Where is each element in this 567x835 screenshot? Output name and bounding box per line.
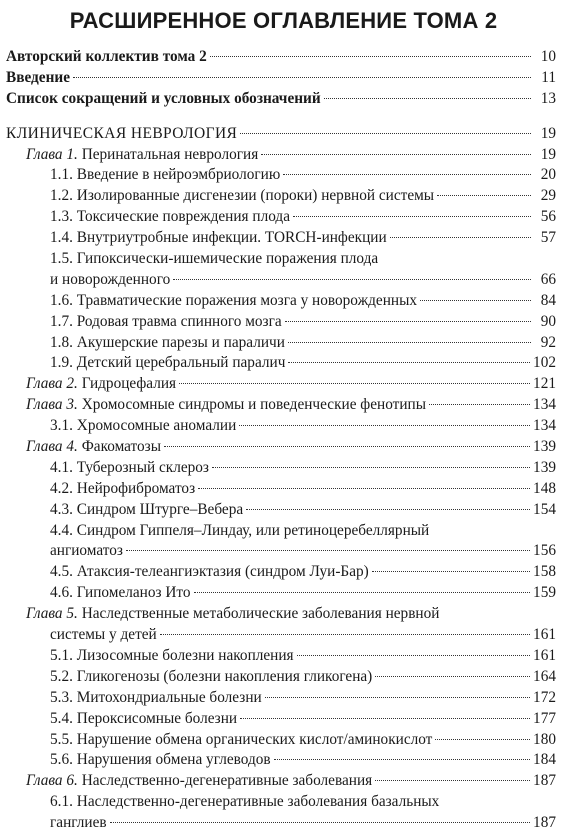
entry-title	[50, 689, 262, 707]
dot-leader	[240, 133, 531, 134]
page-number: 139	[533, 458, 556, 476]
entry-title	[50, 814, 107, 832]
toc-entry[interactable]	[6, 584, 556, 605]
toc-entry[interactable]	[6, 814, 556, 835]
toc-entry[interactable]	[6, 375, 556, 396]
toc-entry[interactable]	[6, 146, 556, 167]
entry-text: 5.4. Пероксисомные болезни	[50, 709, 238, 727]
dot-leader	[73, 77, 531, 78]
dot-leader	[390, 237, 531, 238]
entry-text: 5.3. Митохондриальные болезни	[50, 688, 262, 706]
toc-entry[interactable]	[6, 166, 556, 187]
entry-text: Введение	[6, 68, 70, 86]
chapter-label: Глава 2.	[26, 375, 78, 393]
page-number: 139	[533, 438, 556, 456]
toc-entry[interactable]	[6, 647, 556, 668]
page-number: 29	[540, 187, 556, 205]
toc-entry[interactable]	[6, 731, 556, 752]
entry-title	[50, 793, 439, 811]
entry-title	[50, 501, 243, 519]
toc-entry[interactable]	[6, 229, 556, 250]
toc-entry[interactable]	[6, 459, 556, 480]
entry-text: 4.1. Туберозный склероз	[50, 458, 209, 476]
entry-title	[50, 542, 123, 560]
toc-entry[interactable]	[6, 396, 556, 417]
section-title: КЛИНИЧЕСКАЯ НЕВРОЛОГИЯ	[6, 124, 238, 142]
entry-text: 4.3. Синдром Штурге–Вебера	[50, 500, 244, 518]
toc-entry[interactable]	[6, 208, 556, 229]
dot-leader	[437, 195, 531, 196]
dot-leader	[435, 739, 530, 740]
entry-text: 5.2. Гликогенозы (болезни накопления гликогена)	[50, 667, 373, 685]
entry-text: 4.6. Гипомеланоз Ито	[50, 584, 191, 602]
chapter-label: Глава 1.	[26, 145, 78, 163]
dot-leader	[126, 550, 530, 551]
dot-leader	[261, 154, 531, 155]
entry-title	[50, 166, 280, 184]
dot-leader	[429, 404, 530, 405]
entry-title	[50, 292, 417, 310]
entry-title	[26, 438, 161, 456]
page-number: 20	[540, 166, 556, 184]
entry-text: Наследственные метаболические заболевания нервной	[77, 605, 440, 623]
entry-title	[26, 146, 258, 164]
dot-leader	[283, 174, 531, 175]
entry-text: 4.4. Синдром Гиппеля–Линдау, или ретиноцеребеллярный	[50, 521, 430, 539]
entry-text: Гидроцефалия	[77, 375, 177, 393]
entry-text: 1.6. Травматические поражения мозга у новорожденных	[50, 291, 418, 309]
page-number: 164	[533, 667, 556, 685]
table-of-contents	[6, 48, 556, 835]
entry-title	[50, 751, 271, 769]
page-number: 134	[533, 396, 556, 414]
page-number: 161	[533, 646, 556, 664]
toc-entry[interactable]	[6, 313, 556, 334]
entry-title	[6, 125, 237, 143]
dot-leader	[288, 362, 530, 363]
dot-leader	[212, 467, 530, 468]
toc-entry[interactable]	[6, 334, 556, 355]
dot-leader	[372, 571, 530, 572]
dot-leader	[164, 446, 530, 447]
dot-leader	[173, 279, 531, 280]
entry-text-continued: ганглиев	[50, 814, 107, 832]
page-number: 148	[533, 479, 556, 497]
entry-title	[50, 229, 387, 247]
toc-entry[interactable]	[6, 542, 556, 563]
dot-leader	[420, 300, 531, 301]
page-number: 56	[540, 208, 556, 226]
entry-text: 5.5. Нарушение обмена органических кислот/аминокислот	[50, 730, 433, 748]
page-number: 161	[533, 626, 556, 644]
entry-title	[50, 208, 290, 226]
toc-entry[interactable]	[6, 689, 556, 710]
dot-leader	[239, 425, 530, 426]
entry-text: Авторский коллектив тома 2	[6, 48, 207, 65]
dot-leader	[160, 634, 530, 635]
entry-text: 3.1. Хромосомные аномалии	[50, 417, 237, 435]
page-number: 187	[533, 772, 556, 790]
chapter-label: Глава 6.	[26, 772, 78, 790]
entry-text: 1.7. Родовая травма спинного мозга	[50, 312, 282, 330]
chapter-label: Глава 5.	[26, 605, 78, 623]
entry-text: 4.5. Атаксия-телеангиэктазия (синдром Луи-Бар)	[50, 563, 369, 581]
entry-title	[6, 90, 321, 108]
dot-leader	[210, 56, 531, 57]
entry-text: Факоматозы	[77, 438, 162, 456]
page-number: 10	[540, 48, 556, 65]
page-number: 57	[540, 229, 556, 247]
toc-entry[interactable]	[6, 354, 556, 375]
page-number: 158	[533, 563, 556, 581]
entry-text: Перинатальная неврология	[77, 145, 259, 163]
toc-entry[interactable]	[6, 772, 556, 793]
entry-title	[50, 584, 191, 602]
entry-text-continued: и новорожденного	[50, 270, 171, 288]
page-title: РАСШИРЕННОЕ ОГЛАВЛЕНИЕ ТОМА 2	[69, 8, 498, 33]
dot-leader	[285, 321, 531, 322]
entry-text: Список сокращений и условных обозначений	[6, 89, 321, 107]
toc-entry[interactable]	[6, 90, 556, 111]
page-number: 134	[533, 417, 556, 435]
page-number: 172	[533, 688, 556, 706]
entry-text: 5.6. Нарушения обмена углеводов	[50, 751, 271, 769]
entry-text: 1.1. Введение в нейроэмбриологию	[50, 166, 281, 184]
toc-entry[interactable]	[6, 271, 556, 292]
entry-title	[50, 480, 195, 498]
entry-title	[50, 271, 170, 289]
entry-title	[6, 69, 70, 87]
entry-title	[26, 605, 439, 623]
page-number: 154	[533, 500, 556, 518]
entry-text: 5.1. Лизосомные болезни накопления	[50, 646, 294, 664]
toc-entry[interactable]	[6, 710, 556, 731]
page-number: 187	[533, 814, 556, 832]
entry-text: 1.5. Гипоксически-ишемические поражения плода	[50, 250, 379, 268]
toc-entry[interactable]	[6, 626, 556, 647]
entry-title	[50, 522, 429, 540]
page-number: 102	[533, 354, 556, 372]
entry-title	[50, 354, 285, 372]
page-number: 180	[533, 730, 556, 748]
entry-title	[6, 48, 207, 66]
chapter-label: Глава 3.	[26, 396, 78, 414]
dot-leader	[375, 676, 530, 677]
entry-text: 1.4. Внутриутробные инфекции. TORCH-инфекции	[50, 229, 387, 247]
page-number: 121	[533, 375, 556, 393]
entry-title	[50, 187, 434, 205]
entry-title	[50, 731, 432, 749]
toc-entry[interactable]	[6, 48, 556, 69]
toc-entry[interactable]	[6, 751, 556, 772]
toc-entry[interactable]	[6, 292, 556, 313]
entry-text: 1.2. Изолированные дисгенезии (пороки) нервной системы	[50, 187, 435, 205]
toc-entry[interactable]	[6, 125, 556, 146]
page-number: 184	[533, 751, 556, 769]
entry-text-continued: системы у детей	[50, 626, 157, 644]
toc-entry[interactable]	[6, 187, 556, 208]
entry-title	[50, 668, 372, 686]
dot-leader	[324, 98, 531, 99]
dot-leader	[297, 655, 530, 656]
dot-leader	[293, 216, 531, 217]
entry-title	[50, 710, 237, 728]
page-number: 66	[540, 270, 556, 288]
toc-entry[interactable]	[6, 605, 556, 626]
toc-entry[interactable]	[6, 522, 556, 543]
entry-text: 1.8. Акушерские парезы и параличи	[50, 333, 285, 351]
toc-entry[interactable]	[6, 69, 556, 90]
entry-text-continued: ангиоматоз	[50, 542, 123, 560]
dot-leader	[274, 759, 530, 760]
page-number: 84	[540, 291, 556, 309]
chapter-label: Глава 4.	[26, 438, 78, 456]
toc-entry[interactable]	[6, 563, 556, 584]
entry-text: Хромосомные синдромы и поведенческие фенотипы	[77, 396, 426, 414]
dot-leader	[110, 822, 530, 823]
page-number: 156	[533, 542, 556, 560]
entry-text: Наследственно-дегенеративные заболевания	[77, 772, 373, 790]
dot-leader	[375, 780, 530, 781]
page-number: 19	[540, 145, 556, 163]
entry-text: 1.9. Детский церебральный паралич	[50, 354, 286, 372]
dot-leader	[198, 488, 530, 489]
entry-title	[50, 626, 157, 644]
entry-title	[26, 772, 372, 790]
toc-entry[interactable]	[6, 668, 556, 689]
dot-leader	[246, 509, 530, 510]
dot-leader	[179, 383, 530, 384]
spacer	[6, 111, 556, 125]
toc-entry[interactable]	[6, 793, 556, 814]
entry-title	[50, 250, 378, 268]
toc-entry[interactable]	[6, 250, 556, 271]
toc-entry[interactable]	[6, 417, 556, 438]
page-number: 19	[540, 124, 556, 142]
toc-entry[interactable]	[6, 480, 556, 501]
page-number: 159	[533, 584, 556, 602]
page-number: 92	[540, 333, 556, 351]
entry-text: 1.3. Токсические повреждения плода	[50, 208, 290, 226]
page-number: 177	[533, 709, 556, 727]
dot-leader	[240, 718, 530, 719]
entry-text: 4.2. Нейрофиброматоз	[50, 479, 196, 497]
entry-title	[50, 417, 236, 435]
entry-title	[26, 396, 426, 414]
entry-title	[26, 375, 176, 393]
toc-entry[interactable]	[6, 438, 556, 459]
entry-title	[50, 459, 209, 477]
page-number: 11	[541, 68, 556, 86]
entry-title	[50, 647, 294, 665]
page-number: 90	[540, 312, 556, 330]
dot-leader	[194, 592, 531, 593]
dot-leader	[288, 342, 531, 343]
entry-title	[50, 334, 285, 352]
page-number: 13	[540, 89, 556, 107]
entry-title	[50, 313, 282, 331]
entry-text: 6.1. Наследственно-дегенеративные заболевания базальных	[50, 793, 440, 811]
toc-entry[interactable]	[6, 501, 556, 522]
entry-title	[50, 563, 369, 581]
dot-leader	[265, 697, 530, 698]
